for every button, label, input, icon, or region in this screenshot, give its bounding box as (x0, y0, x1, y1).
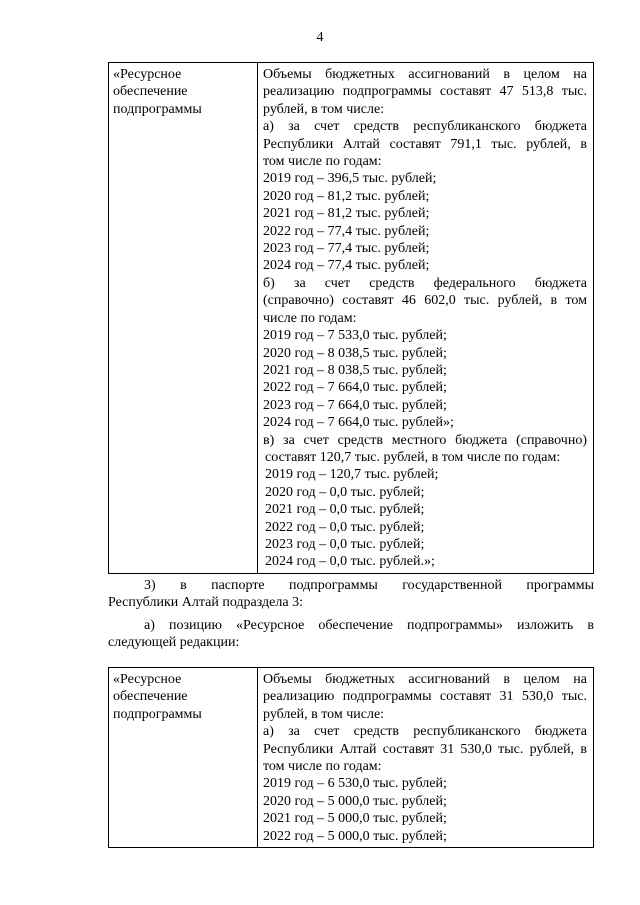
content-line: 2024 год – 0,0 тыс. рублей.»; (265, 554, 435, 570)
content-line: 2022 год – 77,4 тыс. рублей; (263, 223, 430, 239)
row-content-cell (258, 668, 594, 848)
content-line: том числе по годам: (263, 759, 382, 775)
content-line: 2020 год – 81,2 тыс. рублей; (263, 188, 430, 204)
content-line: 2019 год – 396,5 тыс. рублей; (263, 171, 437, 187)
content-line: 2020 год – 5 000,0 тыс. рублей; (263, 793, 447, 809)
body-paragraph (108, 617, 594, 652)
content-line: реализацию подпрограммы составят 31 530,0 тыс. (263, 689, 587, 705)
content-line: рублей, в том числе: (263, 706, 385, 722)
content-line: б) за счет средств федерального бюджета (263, 275, 587, 291)
content-line: 2020 год – 8 038,5 тыс. рублей; (263, 345, 447, 361)
content-line: 2023 год – 77,4 тыс. рублей; (263, 241, 430, 257)
content-line: числе по годам: (263, 310, 357, 326)
content-line: том числе по годам: (263, 154, 382, 170)
row-label-line: «Ресурсное (113, 672, 182, 687)
paragraph-line: а) позицию «Ресурсное обеспечение подпрограммы» изложить в (144, 618, 594, 633)
content-line: 2019 год – 120,7 тыс. рублей; (265, 467, 439, 483)
row-label-cell (109, 668, 258, 848)
content-line: а) за счет средств республиканского бюджета (263, 119, 587, 135)
content-line: (справочно) составят 46 602,0 тыс. рублей, в том (263, 293, 587, 309)
content-line: 2022 год – 7 664,0 тыс. рублей; (263, 380, 447, 396)
content-line: 2021 год – 0,0 тыс. рублей; (265, 502, 425, 518)
content-line: 2021 год – 81,2 тыс. рублей; (263, 206, 430, 222)
passport-table-2 (108, 667, 594, 848)
content-line: 2023 год – 7 664,0 тыс. рублей; (263, 397, 447, 413)
row-label-line: обеспечение (113, 689, 188, 705)
paragraph-line: следующей редакции: (108, 635, 240, 651)
content-line: Объемы бюджетных ассигнований в целом на (263, 67, 587, 82)
content-line: реализацию подпрограммы составят 47 513,8 тыс. (263, 84, 587, 100)
row-label-line: обеспечение (113, 84, 188, 100)
content-line: 2021 год – 8 038,5 тыс. рублей; (263, 362, 447, 378)
content-line: 2019 год – 7 533,0 тыс. рублей; (263, 328, 447, 344)
row-label-line: «Ресурсное (113, 67, 182, 82)
content-line: составят 120,7 тыс. рублей, в том числе по годам: (265, 449, 561, 465)
content-line: 2021 год – 5 000,0 тыс. рублей; (263, 811, 447, 827)
content-line: рублей, в том числе: (263, 101, 385, 117)
content-line: Республики Алтай составят 31 530,0 тыс. рублей, в (263, 741, 587, 757)
row-label-line: подпрограммы (113, 706, 202, 722)
row-content-cell (258, 63, 594, 574)
content-line: а) за счет средств республиканского бюджета (263, 724, 587, 740)
content-line: Республики Алтай составят 791,1 тыс. рублей, в (263, 136, 587, 152)
page-number: 4 (316, 30, 324, 45)
row-label-line: подпрограммы (113, 101, 202, 117)
content-line: 2024 год – 7 664,0 тыс. рублей»; (263, 415, 454, 431)
content-line: Объемы бюджетных ассигнований в целом на (263, 672, 587, 687)
content-line: 2022 год – 0,0 тыс. рублей; (265, 519, 425, 535)
content-line: 2019 год – 6 530,0 тыс. рублей; (263, 776, 447, 792)
content-line: 2022 год – 5 000,0 тыс. рублей; (263, 828, 447, 844)
content-line: 2023 год – 0,0 тыс. рублей; (265, 536, 425, 552)
passport-table-1 (108, 62, 594, 574)
content-line: 2024 год – 77,4 тыс. рублей; (263, 258, 430, 274)
body-paragraph (108, 577, 594, 612)
paragraph-line: Республики Алтай подраздела 3: (108, 595, 303, 611)
content-line: в) за счет средств местного бюджета (справочно) (263, 432, 587, 448)
table-row (109, 63, 594, 574)
table-row (109, 668, 594, 848)
row-label-cell (109, 63, 258, 574)
paragraph-line: 3) в паспорте подпрограммы государственной программы (144, 578, 594, 593)
content-line: 2020 год – 0,0 тыс. рублей; (265, 484, 425, 500)
